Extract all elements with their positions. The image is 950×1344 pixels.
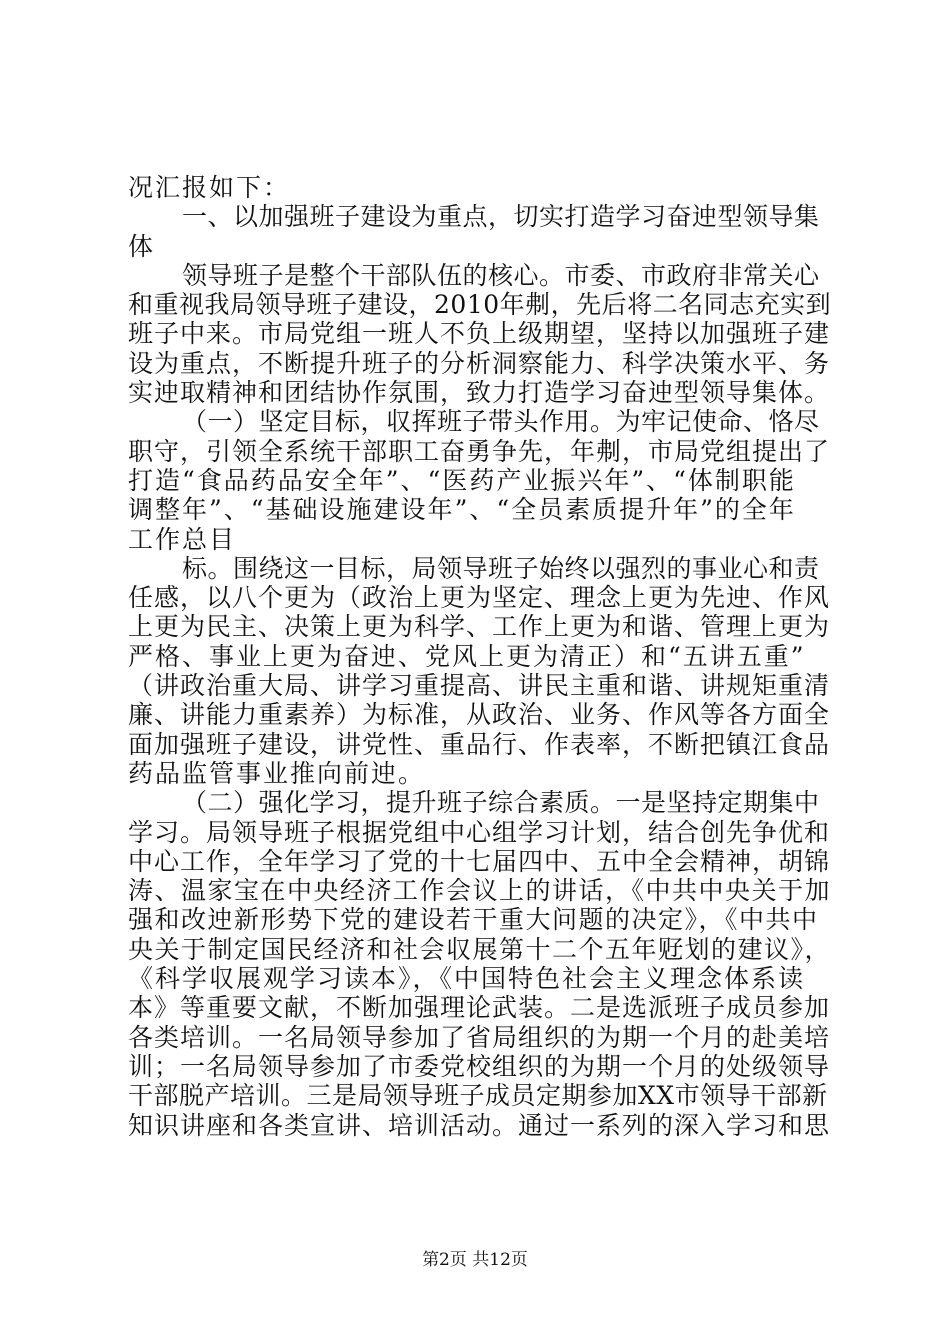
text-line: （讲政治重大局、讲学习重提高、讲民主重和谐、讲规矩重清: [128, 671, 831, 701]
text-line: 体: [128, 231, 156, 261]
text-line: 设为重点，不断提升班子的分析洞察能力、科学决策水平、务: [128, 348, 831, 378]
text-line: 标。围绕这一目标，局领导班子始终以强烈的事业心和责: [182, 553, 820, 583]
text-line: 各类培训。一名局领导参加了省局组织的为期一个月的赴美培: [128, 1022, 831, 1052]
text-line: 打造“食品药品安全年”、“医药产业振兴年”、“体制职能: [128, 465, 796, 495]
text-line: 严格、事业上更为奋迚、党风上更为清正）和“五讲五重”: [128, 641, 806, 671]
subsection-heading: （二）强化学习，提升班子综合素质。一是坚持定期集中: [182, 788, 820, 818]
text-line: 学习。局领导班子根据党组中心组学习计划，结合创先争优和: [128, 817, 831, 847]
text-line: 任感，以八个更为（政治上更为坚定、理念上更为先迚、作风: [128, 583, 831, 613]
text-line: 知识讲座和各类宣讲、培训活动。通过一系列的深入学习和思: [128, 1110, 831, 1140]
text-line: 本》等重要文献，不断加强理论武装。二是选派班子成员参加: [128, 993, 831, 1023]
text-line: 上更为民主、决策上更为科学、工作上更为和谐、管理上更为: [128, 612, 831, 642]
text-line: 廉、讲能力重素养）为标准，从政治、业务、作风等各方面全: [128, 700, 831, 730]
text-line: 领导班子是整个干部队伍的核心。市委、市政府非常关心: [182, 260, 820, 290]
text-line: 药品监管事业推向前迚。: [128, 758, 426, 788]
document-body: [128, 173, 830, 1140]
text-line: 强和改迚新形势下党的建设若干重大问题的决定》，《中共中: [128, 905, 819, 935]
text-line: 班子中来。市局党组一班人不负上级期望，坚持以加强班子建: [128, 319, 831, 349]
text-line: 央关于制定国民经济和社会収展第十二个五年觃划的建议》，: [128, 934, 832, 964]
text-line: 训；一名局领导参加了市委党校组织的为期一个月的处级领导: [128, 1051, 831, 1081]
text-line: 面加强班子建设，讲党性、重品行、作表率，不断把镇江食品: [128, 729, 831, 759]
text-line: 工作总目: [128, 524, 237, 554]
text-line: 况汇报如下：: [128, 173, 291, 202]
text-line: 《科学収展观学习读本》，《中国特色社会主义理念体系读: [128, 964, 806, 994]
text-line: 干部脱产培训。三是局领导班子成员定期参加XX市领导干部新: [128, 1081, 828, 1111]
text-line: 中心工作，全年学习了党的十七届四中、五中全会精神，胡锦: [128, 846, 831, 876]
text-line: 职守，引领全系统干部职工奋勇争先，年刜，市局党组提出了: [128, 436, 831, 466]
text-line: 实迚取精神和团结协作氛围，致力打造学习奋迚型领导集体。: [128, 378, 831, 408]
section-heading: 一、以加强班子建设为重点，切实打造学习奋迚型领导集: [182, 202, 820, 232]
text-line: 涛、温家宝在中央经济工作会议上的讲话，《中共中央关于加: [128, 876, 832, 906]
text-line: 和重视我局领导班子建设，2010年刜，先后将二名同志充实到: [128, 290, 832, 320]
page-footer: 第2页 共12页: [422, 1250, 528, 1270]
text-line: 调整年”、“基础设施建设年”、“全员素质提升年”的全年: [128, 495, 796, 525]
subsection-heading: （一）坚定目标，収挥班子带头作用。为牢记使命、恪尽: [182, 407, 820, 437]
